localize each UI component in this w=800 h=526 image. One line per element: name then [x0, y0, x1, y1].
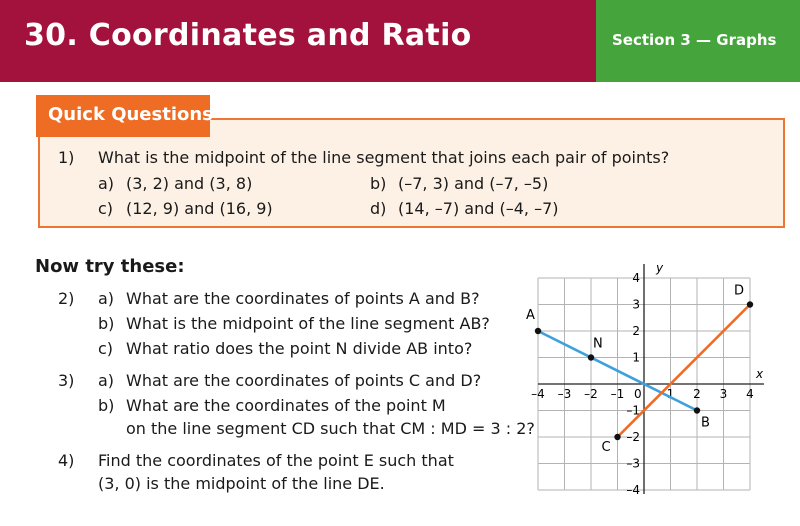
x-tick-label: –1: [610, 387, 625, 401]
x-tick-label: 0: [634, 387, 642, 401]
quick-questions-tab: Quick Questions: [36, 95, 210, 137]
page-title: 30. Coordinates and Ratio: [24, 18, 472, 53]
question-number: 2): [58, 289, 75, 308]
part-label: b): [98, 396, 115, 415]
x-tick-label: 1: [666, 387, 675, 401]
question-text-continued: (3, 0) is the midpoint of the line DE.: [98, 474, 385, 493]
part-text: What is the midpoint of the line segment AB?: [126, 314, 490, 333]
y-tick-label: 3: [632, 297, 640, 312]
x-tick-label: –2: [584, 387, 598, 401]
y-tick-label: 4: [632, 271, 640, 285]
y-tick-label: –2: [626, 430, 640, 444]
x-tick-label: 2: [693, 387, 701, 401]
part-label: c): [98, 199, 114, 218]
part-text: (14, –7) and (–4, –7): [398, 199, 559, 218]
question-text: What is the midpoint of the line segment that joins each pair of points?: [98, 148, 670, 167]
question-number: 1): [58, 148, 75, 167]
question-text: Find the coordinates of the point E such that: [98, 451, 454, 470]
part-text: What are the coordinates of the point M: [126, 396, 446, 415]
point-label-A: A: [526, 308, 535, 323]
part-label: b): [98, 314, 115, 333]
question-number: 4): [58, 451, 75, 470]
part-text: (–7, 3) and (–7, –5): [398, 174, 549, 193]
y-tick-label: –1: [626, 403, 640, 418]
point-label-D: D: [734, 283, 745, 299]
part-text: (12, 9) and (16, 9): [126, 199, 273, 218]
question-number: 3): [58, 371, 75, 390]
x-tick-label: –4: [531, 387, 545, 401]
now-try-heading: Now try these:: [35, 256, 185, 277]
y-tick-label: –4: [626, 483, 640, 497]
part-label: c): [98, 339, 114, 358]
point-D: [747, 301, 753, 307]
y-tick-label: –3: [626, 456, 640, 471]
point-label-N: N: [593, 336, 603, 352]
y-tick-label: 1: [632, 350, 640, 365]
point-B: [694, 407, 700, 413]
x-axis-label: x: [756, 367, 764, 381]
part-label: a): [98, 174, 115, 193]
part-text-continued: on the line segment CD such that CM : MD = 3 : 2?: [126, 419, 535, 438]
y-axis-label: y: [656, 261, 664, 275]
point-label-B: B: [701, 415, 710, 431]
part-text: What are the coordinates of points A and B?: [126, 289, 480, 308]
point-C: [614, 434, 620, 440]
section-label: Section 3 — Graphs: [612, 31, 777, 49]
y-tick-label: 2: [632, 324, 640, 338]
coordinate-graph: [522, 252, 792, 497]
point-A: [535, 328, 541, 334]
part-label: a): [98, 289, 115, 308]
part-text: What are the coordinates of points C and D?: [126, 371, 482, 390]
part-label: d): [370, 199, 387, 218]
point-N: [588, 354, 594, 360]
x-tick-label: 4: [746, 387, 754, 401]
part-text: (3, 2) and (3, 8): [126, 174, 253, 193]
part-text: What ratio does the point N divide AB into?: [126, 339, 473, 358]
part-label: a): [98, 371, 115, 390]
x-tick-label: 3: [719, 387, 728, 401]
x-tick-label: –3: [557, 387, 572, 401]
point-label-C: C: [601, 440, 611, 455]
part-label: b): [370, 174, 387, 193]
